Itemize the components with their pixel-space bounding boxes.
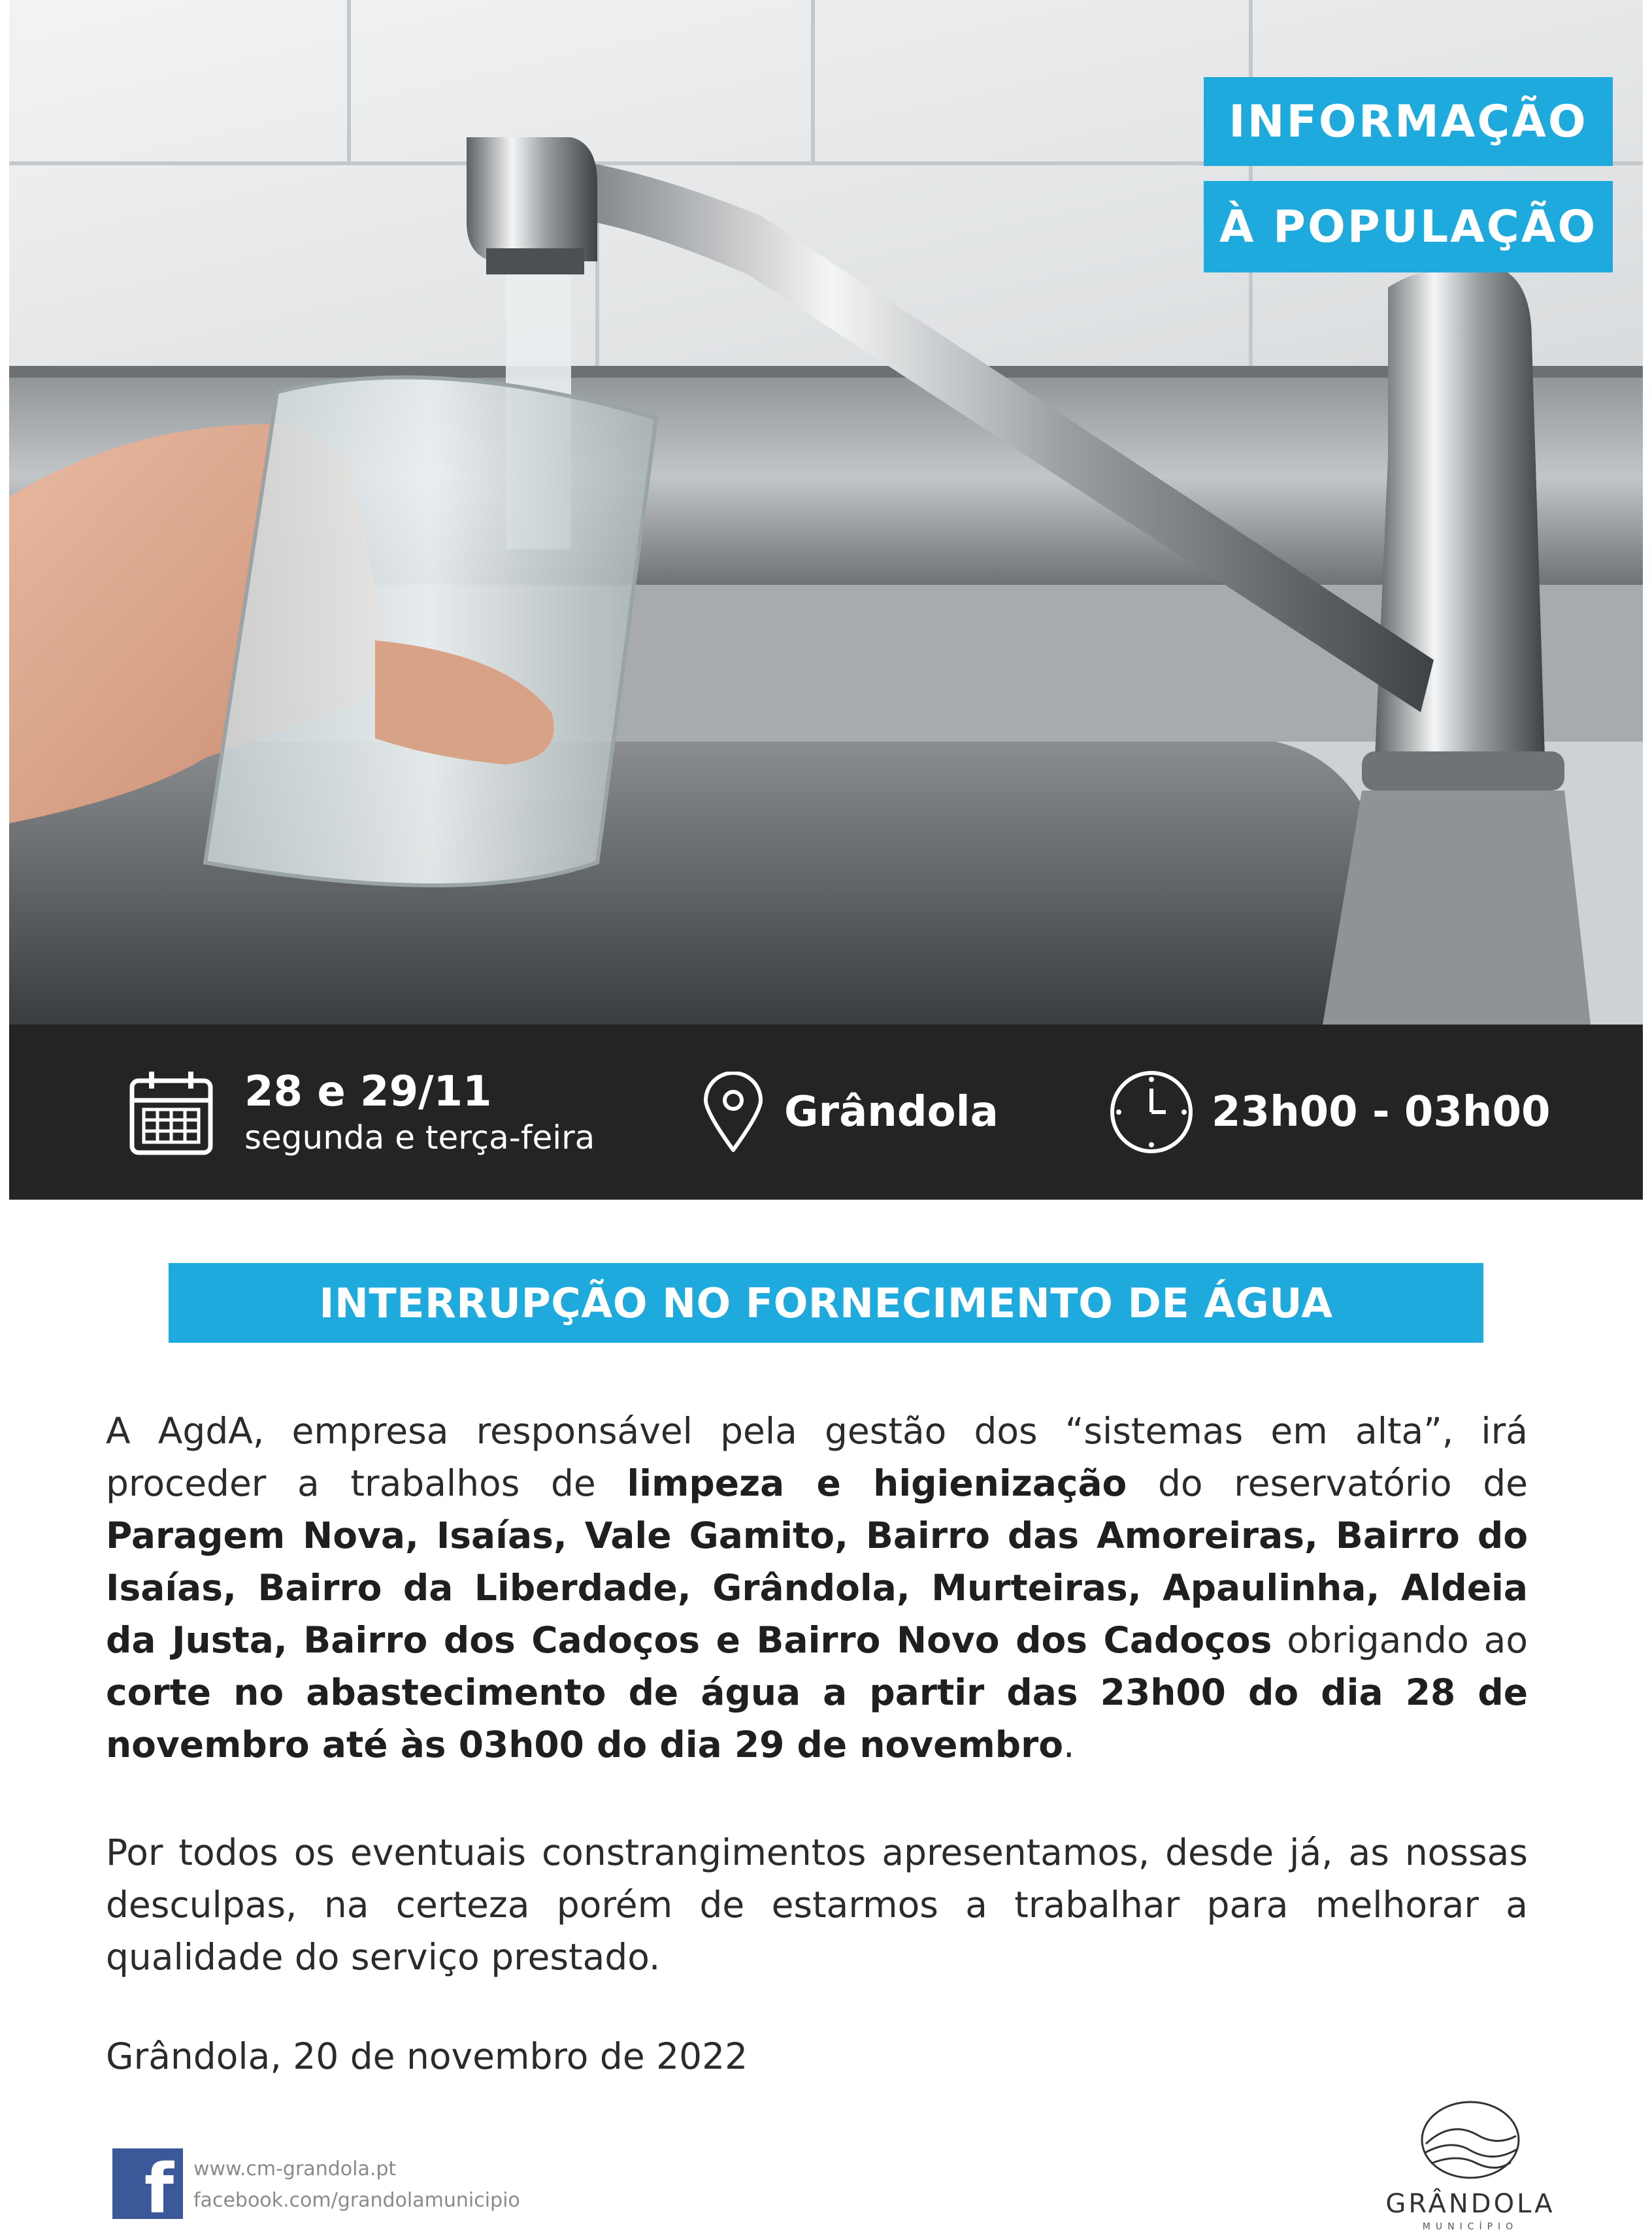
dateline: Grândola, 20 de novembro de 2022 bbox=[106, 2035, 748, 2077]
p1-text-2: do reservatório de bbox=[1127, 1462, 1528, 1504]
place-block bbox=[784, 1025, 999, 1200]
logo-name: GRÂNDOLA bbox=[1385, 2189, 1555, 2219]
hero-photo bbox=[9, 0, 1643, 1025]
notice-paragraph-2: Por todos os eventuais constrangimentos apresentamos, desde já, as nossas desculpas, na certeza porém de estarmos a trabalhar para melhorar a qualidade do serviço prestado. bbox=[106, 1832, 1528, 1978]
location-pin-icon bbox=[701, 1072, 766, 1154]
p1-bold-locations: Paragem Nova, Isaías, Vale Gamito, Bairro das Amoreiras, Bairro do Isaías, Bairro da Liberdade, Grândola, Murteiras, Apaulinha, Aldeia da Justa, Bairro dos Cadoços e Bairro Novo dos Cadoços bbox=[106, 1515, 1528, 1661]
p1-bold-interruption: corte no abastecimento de água a partir das 23h00 do dia 28 de novembro até às 03h00 do dia 29 de novembro bbox=[106, 1671, 1528, 1766]
time-range: 23h00 - 03h00 bbox=[1212, 1088, 1551, 1136]
notice-paragraph-1 bbox=[106, 1405, 1528, 1771]
info-tag-line-2: À POPULAÇÃO bbox=[1204, 181, 1613, 272]
event-info-bar bbox=[9, 1025, 1643, 1200]
p1-bold-cleaning: limpeza e higienização bbox=[627, 1462, 1127, 1504]
time-block bbox=[1212, 1025, 1551, 1200]
clock-icon bbox=[1108, 1069, 1195, 1155]
facebook-link[interactable]: facebook.com/grandolamunicipio bbox=[193, 2189, 520, 2212]
facebook-glyph: f bbox=[144, 2149, 174, 2229]
p1-text-3: obrigando ao bbox=[1272, 1619, 1528, 1661]
notice-title: INTERRUPÇÃO NO FORNECIMENTO DE ÁGUA bbox=[169, 1263, 1483, 1343]
logo-subtitle: MUNICÍPIO bbox=[1422, 2222, 1519, 2232]
date-block bbox=[244, 1025, 595, 1200]
p1-text-4: . bbox=[1063, 1724, 1075, 1766]
info-tag-line-1: INFORMAÇÃO bbox=[1204, 77, 1613, 166]
place-name: Grândola bbox=[784, 1088, 999, 1136]
date-sub: segunda e terça-feira bbox=[244, 1119, 595, 1157]
website-link[interactable]: www.cm-grandola.pt bbox=[193, 2158, 397, 2180]
date-main: 28 e 29/11 bbox=[244, 1068, 492, 1116]
facebook-icon[interactable] bbox=[112, 2148, 183, 2229]
p1-text-1: A AgdA, empresa responsável pela gestão dos “sistemas em alta”, irá proceder a trabalhos de bbox=[106, 1410, 1528, 1504]
calendar-icon bbox=[127, 1069, 216, 1158]
